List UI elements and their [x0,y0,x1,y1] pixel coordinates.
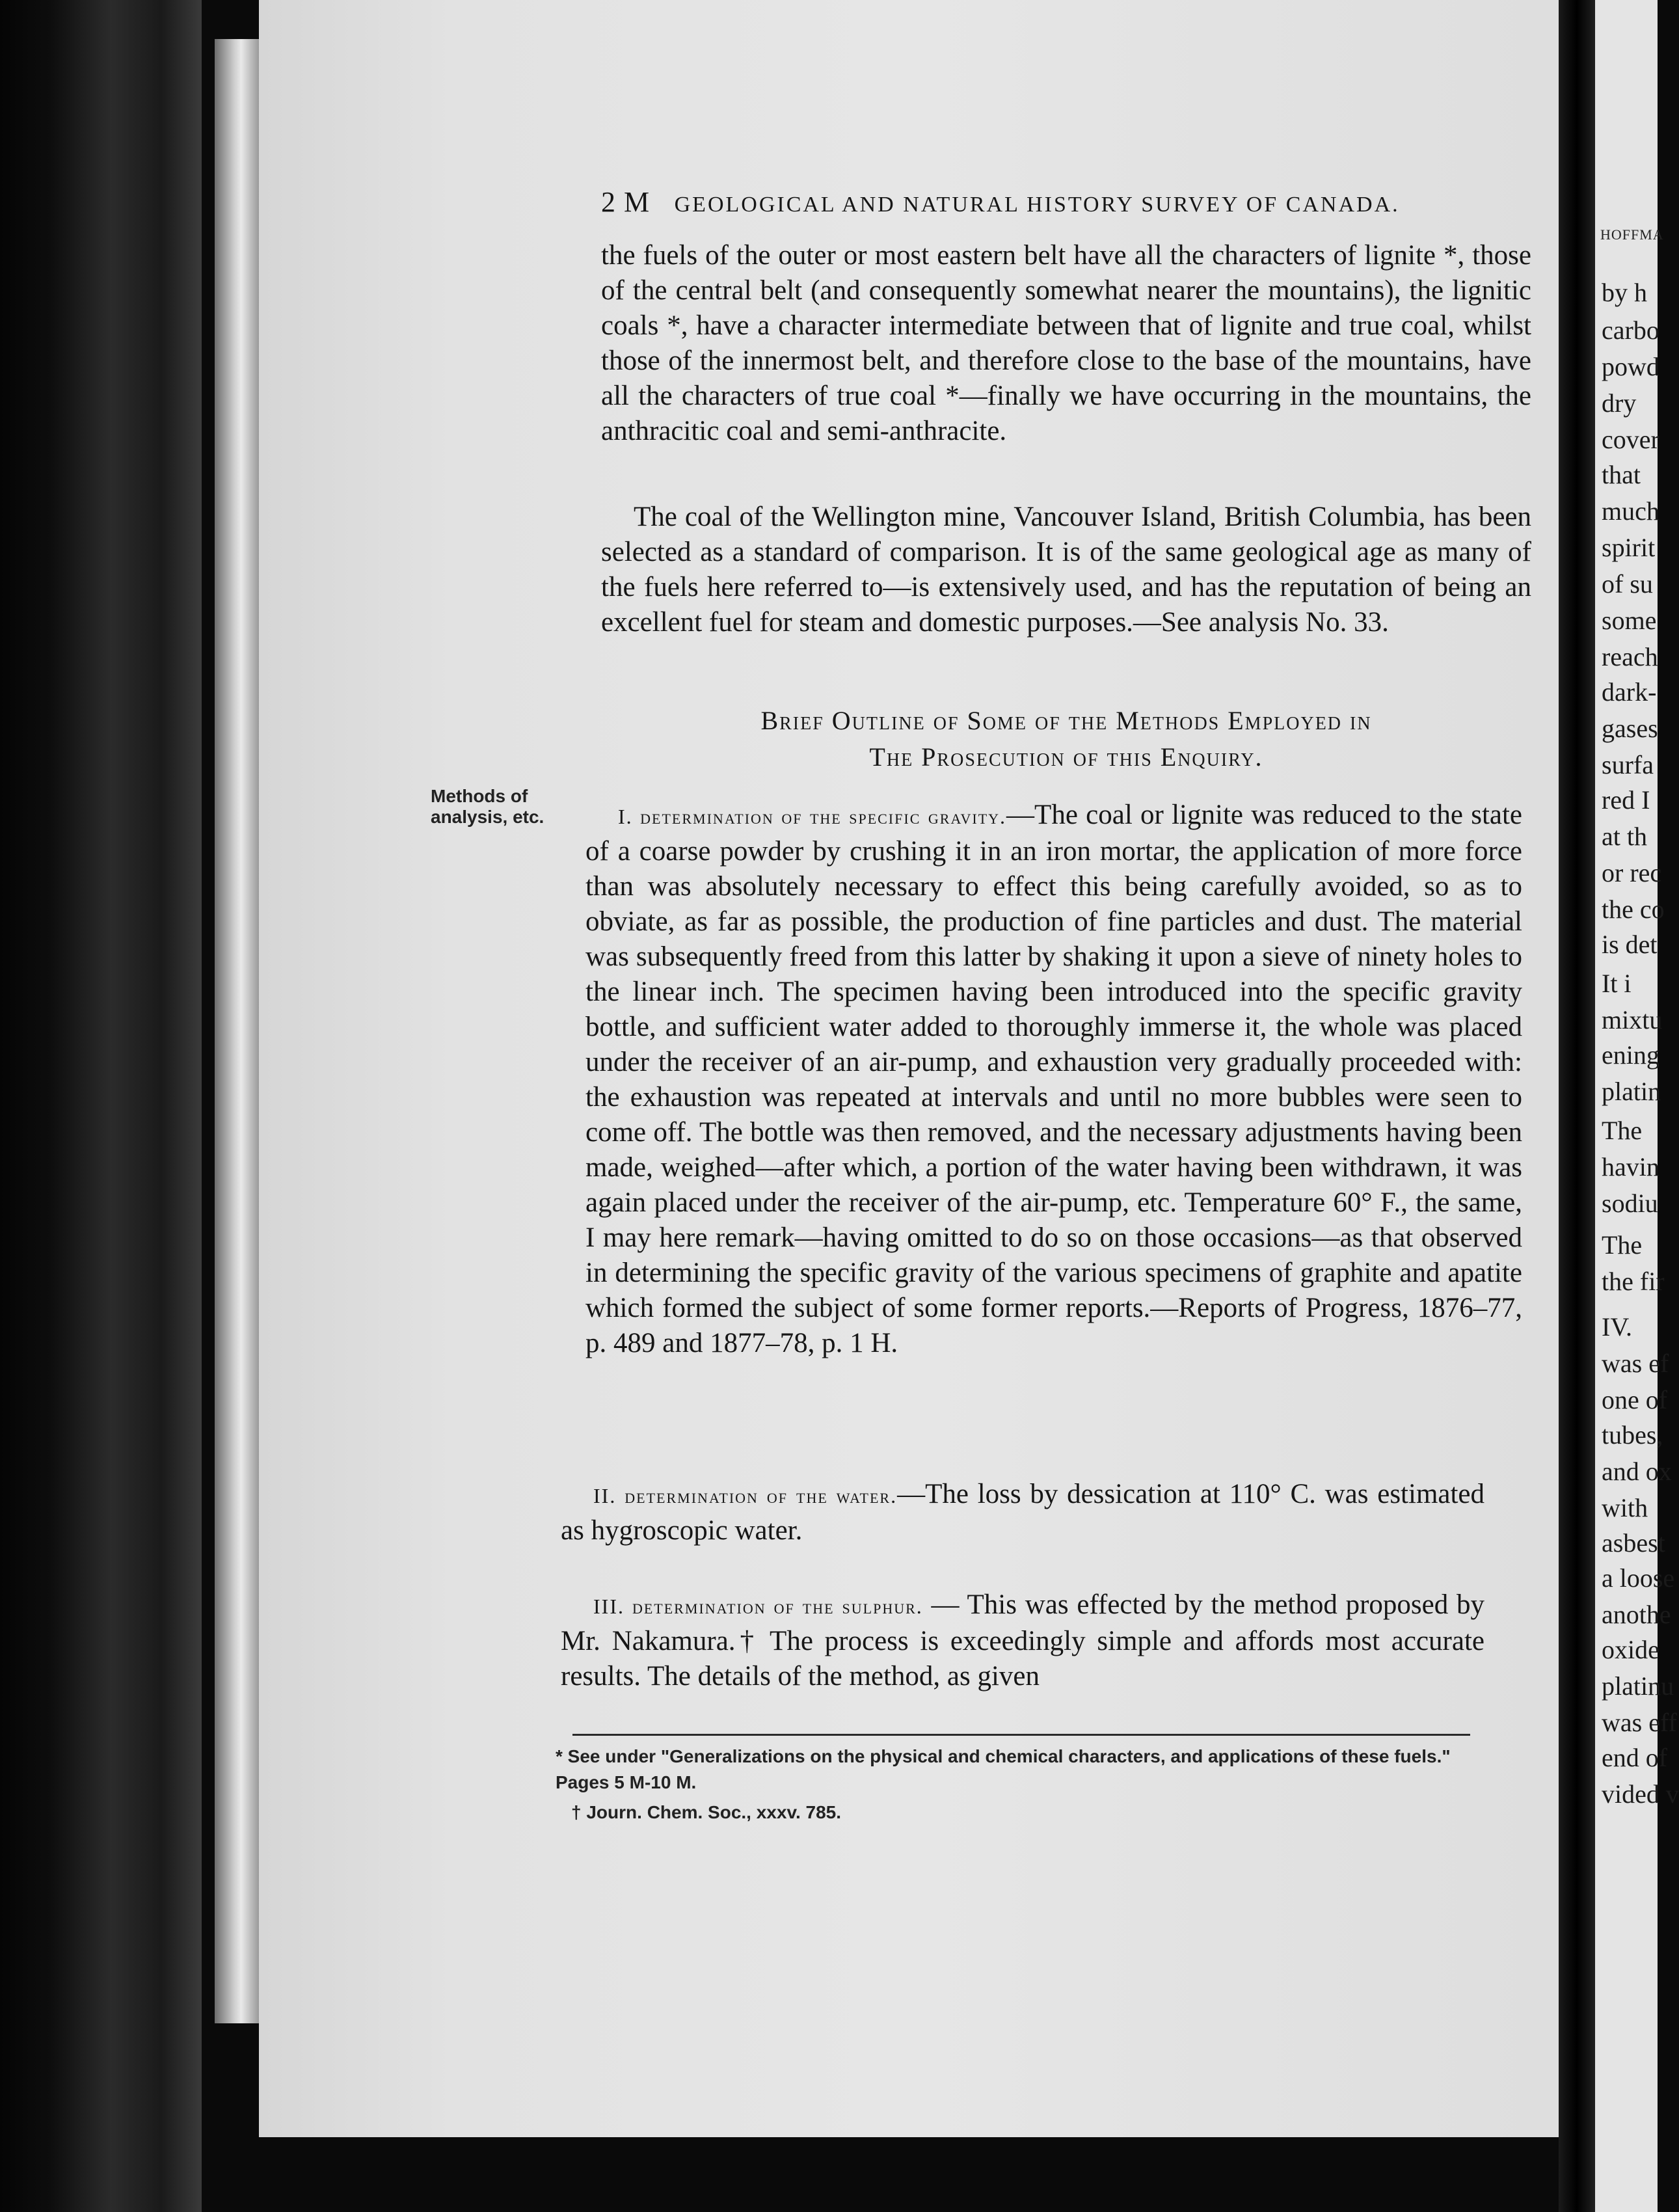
adjacent-line: some [1602,606,1657,635]
section-heading-line-1: Brief Outline of Some of the Methods Employed in [760,706,1372,735]
item-text: —The coal or lignite was reduced to the state of a coarse powder by crushing it in an iron mortar, the application of more force than was absolutely necessary to effect this being carefully avoided, so as to obviate, as far as possible, the production of fine particles and dust. The material was subsequently freed from this latter by shaking it upon a sieve of ninety holes to the linear inch. The specimen having been introduced into the specific gravity bottle, and sufficient water added to thoroughly immerse it, the whole was placed under the receiver of an air-pump, and exhaustion very gradually proceeded with: the exhaustion was repeated at intervals and until no more bubbles were seen to come off. The bottle was then removed, and the necessary adjustments having been made, weighed—after which, a portion of the water having been withdrawn, it was again placed under the receiver of the air-pump, etc. Temperature 60° F., the same, I may here remark—having omitted to do so on those occasions—as that observed in determining the specific gravity of the various specimens of graphite and apatite which formed the subject of some former reports.—Reports of Progress, 1876–77, p. 489 and 1877–78, p. 1 H. [585,800,1523,1358]
adjacent-line: carbo [1602,316,1659,345]
page-title: GEOLOGICAL AND NATURAL HISTORY SURVEY OF CANADA. [674,193,1400,217]
adjacent-line: red I [1602,785,1650,815]
adjacent-line: anothe [1602,1600,1671,1629]
adjacent-line: was ef [1602,1349,1669,1378]
adjacent-line: by h [1602,278,1647,307]
footnote-divider [572,1734,1470,1736]
adjacent-line: platin [1602,1077,1661,1106]
paragraph-text: the fuels of the outer or most eastern belt have all the characters of lignite *, those of the central belt (and consequently somewhat nearer the mountains), the lignitic coals *, have a character intermediate between that of lignite and true coal, whilst those of the innermost belt, and therefore close to the base of the mountains, have all the characters of true coal *—finally we have occurring in the mountains, the anthracitic coal and semi-anthracite. [601,240,1531,446]
item-specific-gravity [585,798,1522,1361]
adjacent-line: that [1602,460,1641,489]
footnotes [556,1744,1479,1829]
running-header [601,185,1400,219]
adjacent-line: asbest [1602,1528,1665,1558]
adjacent-line: sodiu [1602,1189,1658,1218]
item-label: I. determination of the specific gravity. [618,805,1007,828]
adjacent-line: of su [1602,569,1653,599]
item-label: III. determination of the sulphur. [593,1595,923,1618]
adjacent-line: It i [1602,969,1632,998]
adjacent-line: a loose [1602,1563,1675,1593]
margin-note: Methods of analysis, etc. [431,786,544,827]
adjacent-line: with [1602,1493,1648,1522]
adjacent-line: The [1602,1116,1643,1145]
adjacent-line: one of [1602,1385,1668,1414]
adjacent-line: at th [1602,822,1647,851]
adjacent-line: tubes, [1602,1420,1663,1450]
footnote-2: † Journ. Chem. Soc., xxxv. 785. [571,1802,841,1822]
adjacent-line: ening [1602,1040,1659,1070]
adjacent-line: surfa [1602,750,1654,779]
adjacent-line: or rec [1602,858,1662,887]
adjacent-line: powd [1602,352,1659,381]
adjacent-line: is det [1602,930,1658,959]
paragraph-fuel-belts [601,238,1531,449]
adjacent-line: dry [1602,388,1637,418]
section-heading [601,703,1531,776]
adjacent-line: mixtu [1602,1005,1663,1034]
paragraph-wellington-coal [601,500,1531,640]
adjacent-line: vided v [1602,1779,1679,1809]
page-number: 2 M [601,186,651,218]
adjacent-line: much [1602,496,1659,526]
adjacent-line: dark- [1602,677,1657,707]
adjacent-line: IV. [1602,1312,1633,1342]
item-sulphur [561,1587,1484,1694]
paragraph-text: The coal of the Wellington mine, Vancouver Island, British Columbia, has been selected as a standard of comparison. It is of the same geological age as many of the fuels here referred to—is extensively used, and has the reputation of being an excellent fuel for steam and domestic purposes.—See analysis No. 33. [601,502,1531,638]
adjacent-line: cover [1602,425,1659,454]
adjacent-line: the fir [1602,1267,1665,1296]
adjacent-line: platinu [1602,1671,1674,1701]
adjacent-line: reach [1602,642,1658,671]
adjacent-line: and ox [1602,1457,1672,1486]
scanner-left-gutter [0,0,202,2212]
item-text: — This was effected by the method proposed by Mr. Nakamura.† The process is exceedingly simple and affords most accurate results. The details of the method, as given [561,1589,1484,1692]
item-label: II. determination of the water. [593,1484,898,1507]
adjacent-line: spirit [1602,533,1656,562]
adjacent-line: gases [1602,714,1658,743]
adjacent-line: The [1602,1230,1643,1260]
center-gutter [1559,0,1595,2212]
adjacent-header-fragment: HOFFMA [1600,226,1664,243]
binding-edge [215,39,259,2023]
section-heading-line-2: The Prosecution of this Enquiry. [869,742,1263,772]
item-text: —The loss by dessication at 110° C. was estimated as hygroscopic water. [561,1479,1485,1546]
adjacent-line: the co [1602,895,1665,924]
footnote-1: * See under "Generalizations on the physical and chemical characters, and applications of these fuels." Pages 5 M-10 M. [556,1746,1451,1792]
item-water [561,1477,1484,1548]
adjacent-line: end of [1602,1743,1668,1772]
adjacent-line: oxide [1602,1635,1659,1664]
adjacent-line: was eff [1602,1708,1677,1737]
adjacent-line: havin [1602,1152,1659,1181]
adjacent-page-edge [1595,0,1679,2212]
